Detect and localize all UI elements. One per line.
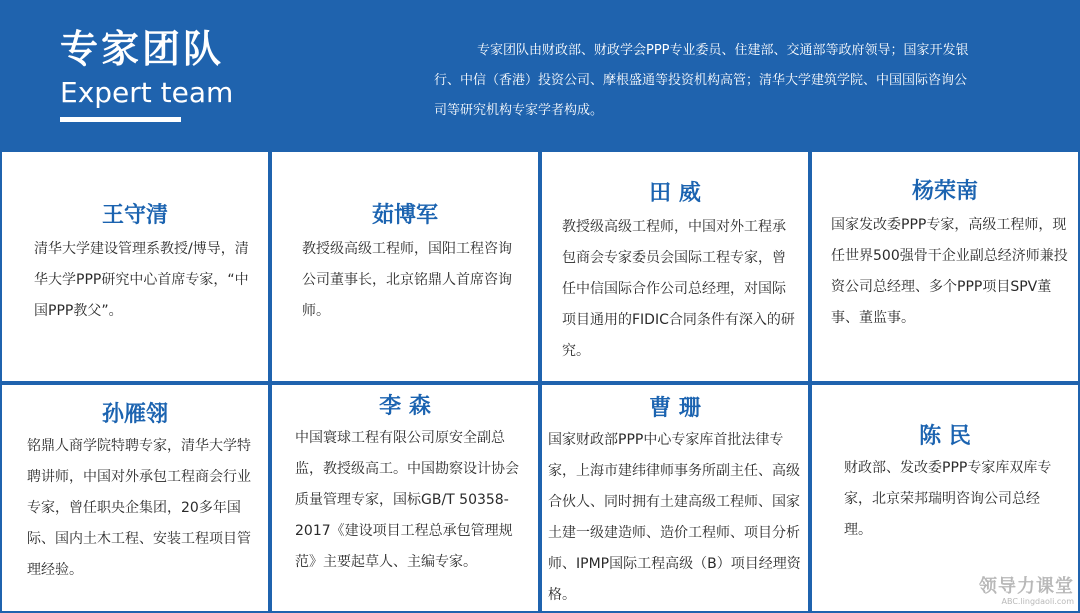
expert-description: 教授级高级工程师，国阳工程咨询公司董事长，北京铭鼎人首席咨询师。 — [302, 241, 512, 319]
expert-name: 茹博军 — [371, 203, 438, 228]
expert-name: 陈 民 — [919, 424, 971, 449]
expert-description: 教授级高级工程师，中国对外工程承包商会专家委员会国际工程专家，曾任中信国际合作公司总经理，对国际项目通用的FIDIC合同条件有深入的研究。 — [562, 219, 795, 359]
expert-name: 杨荣南 — [911, 179, 978, 204]
expert-description: 清华大学建设管理系教授/博导，清华大学PPP研究中心首席专家，“中国PPP教父”。 — [34, 241, 249, 319]
expert-name: 田 威 — [649, 181, 701, 206]
expert-card — [2, 385, 268, 611]
intro-text: 专家团队由财政部、财政学会PPP专业委员、住建部、交通部等政府领导；国家开发银行、中信（香港）投资公司、摩根盛通等投资机构高管；清华大学建筑学院、中国国际咨询公司等研究机构专家学者构成。 — [434, 43, 969, 118]
expert-grid — [0, 150, 1080, 613]
title-underline — [60, 117, 181, 122]
title-english: Expert team — [60, 76, 234, 109]
expert-card — [272, 385, 538, 611]
expert-description: 国家发改委PPP专家，高级工程师，现任世界500强骨干企业副总经济师兼投资公司总经理、多个PPP项目SPV董事、董监事。 — [831, 217, 1068, 326]
watermark — [979, 577, 1074, 607]
expert-name: 王守清 — [101, 203, 168, 228]
header-banner — [0, 0, 1080, 150]
title-chinese: 专家团队 — [60, 27, 225, 71]
expert-name: 曹 珊 — [649, 396, 701, 421]
expert-card — [272, 152, 538, 381]
expert-card — [542, 385, 808, 611]
expert-name: 李 森 — [379, 394, 431, 419]
expert-name: 孙雁翎 — [101, 402, 168, 427]
expert-description: 中国寰球工程有限公司原安全副总监，教授级高工。中国勘察设计协会质量管理专家，国标GB/T 50358-2017《建设项目工程总承包管理规范》主要起草人、主编专家。 — [295, 430, 519, 570]
watermark-main: 领导力课堂 — [979, 576, 1074, 597]
expert-description: 铭鼎人商学院特聘专家，清华大学特聘讲师，中国对外承包工程商会行业专家，曾任职央企集团，20多年国际、国内土木工程、安装工程项目管理经验。 — [27, 438, 251, 578]
expert-description: 国家财政部PPP中心专家库首批法律专家，上海市建纬律师事务所副主任、高级合伙人、同时拥有土建高级工程师、国家土建一级建造师、造价工程师、项目分析师、IPMP国际工程高级（B）项目经理资格。 — [548, 432, 801, 603]
expert-card — [812, 152, 1078, 381]
expert-card — [2, 152, 268, 381]
watermark-sub: ABC.lingdaoli.com — [1001, 597, 1074, 606]
expert-description: 财政部、发改委PPP专家库双库专家，北京荣邦瑞明咨询公司总经理。 — [844, 460, 1052, 538]
expert-card — [542, 152, 808, 381]
